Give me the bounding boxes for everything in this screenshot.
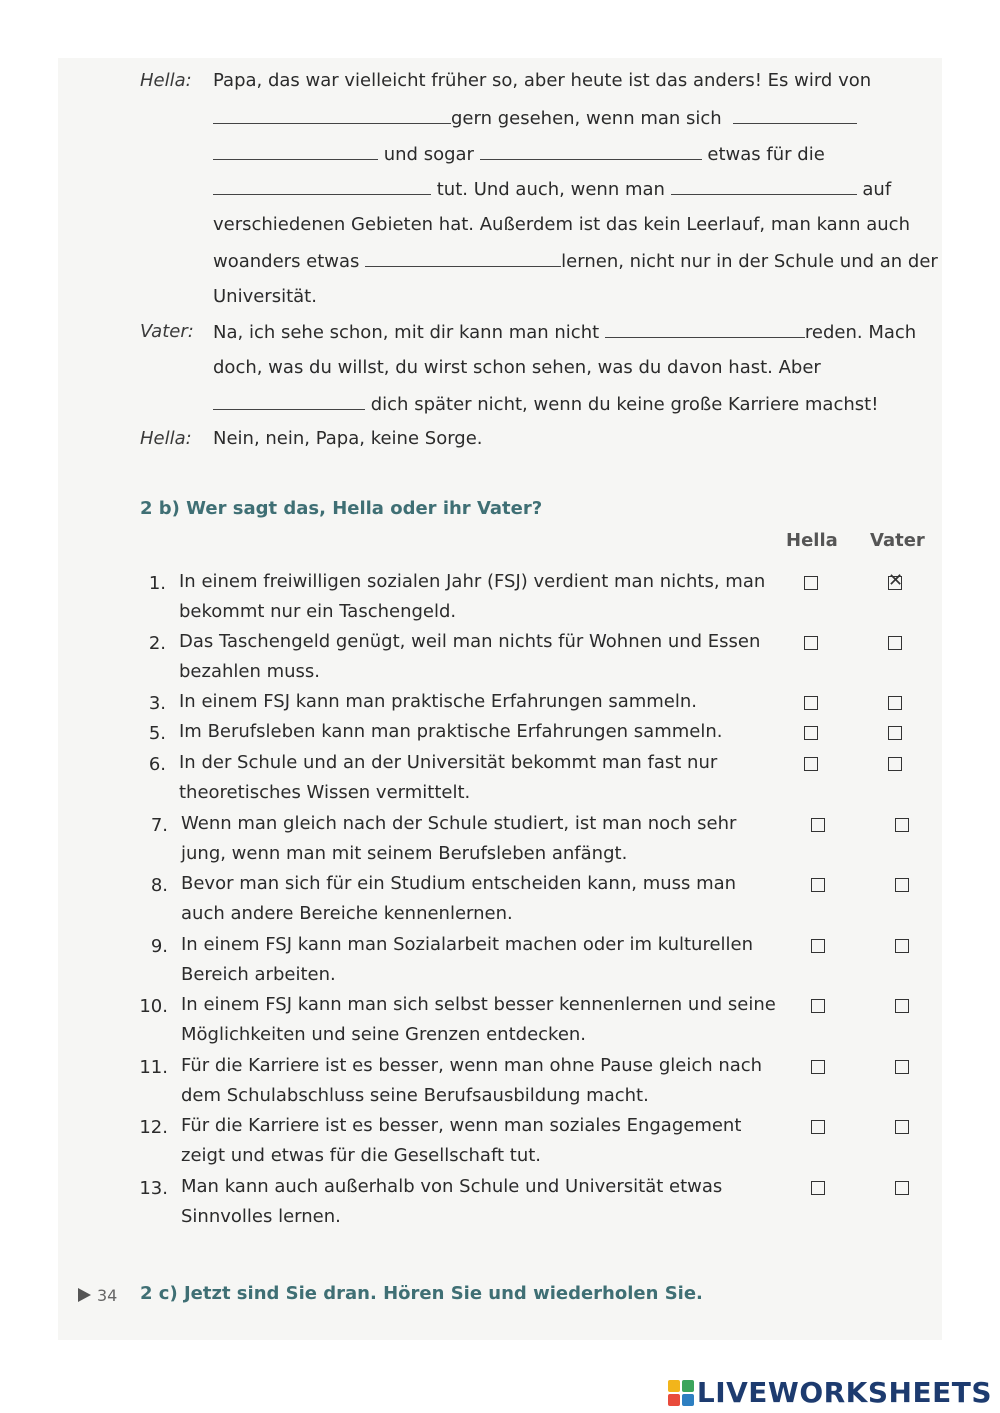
line-text: etwas für die bbox=[707, 144, 825, 165]
statement-number: 5. bbox=[148, 723, 166, 744]
line-text: gern gesehen, wenn man sich bbox=[451, 108, 722, 129]
track-number: 34 bbox=[97, 1286, 118, 1305]
checkbox-vater[interactable] bbox=[895, 1060, 909, 1074]
task-c-track bbox=[78, 1286, 117, 1305]
statement-number: 13. bbox=[139, 1178, 168, 1199]
logo-icon bbox=[668, 1380, 694, 1406]
gap-field[interactable] bbox=[365, 250, 561, 267]
line-text: woanders etwas bbox=[213, 251, 360, 272]
gap-field[interactable] bbox=[733, 107, 857, 124]
dialogue-line bbox=[213, 107, 857, 129]
speaker-vater: Vater: bbox=[140, 321, 194, 342]
statement-number: 7. bbox=[150, 815, 168, 836]
line-text: und sogar bbox=[383, 144, 474, 165]
statement-text: In einem FSJ kann man praktische Erfahrungen sammeln. bbox=[179, 691, 698, 712]
statement-number: 10. bbox=[139, 996, 168, 1017]
checkbox-hella[interactable] bbox=[811, 818, 825, 832]
dialogue-line bbox=[213, 321, 916, 343]
statement-number: 2. bbox=[148, 633, 166, 654]
checkbox-vater[interactable] bbox=[895, 1120, 909, 1134]
dialogue-line bbox=[213, 143, 825, 165]
checkbox-vater[interactable] bbox=[888, 757, 902, 771]
checkbox-hella[interactable] bbox=[804, 757, 818, 771]
checkbox-hella[interactable] bbox=[811, 999, 825, 1013]
checkbox-hella[interactable] bbox=[811, 1060, 825, 1074]
checkbox-hella[interactable] bbox=[811, 939, 825, 953]
statement-text: In einem freiwilligen sozialen Jahr (FSJ) verdient man nichts, man bekommt nur ein Taschengeld. bbox=[179, 571, 766, 622]
liveworksheets-logo bbox=[668, 1376, 992, 1409]
checkbox-vater[interactable] bbox=[895, 818, 909, 832]
checkbox-vater[interactable] bbox=[895, 878, 909, 892]
statement-text: Im Berufsleben kann man praktische Erfahrungen sammeln. bbox=[179, 721, 723, 742]
gap-field[interactable] bbox=[605, 321, 805, 338]
statement-number: 12. bbox=[139, 1117, 168, 1138]
dialogue-line: Universität. bbox=[213, 286, 317, 307]
gap-field[interactable] bbox=[213, 107, 451, 124]
gap-field[interactable] bbox=[480, 143, 702, 160]
column-header-hella: Hella bbox=[786, 530, 838, 551]
checkbox-hella[interactable] bbox=[811, 1120, 825, 1134]
gap-field[interactable] bbox=[213, 178, 431, 195]
statement-number: 9. bbox=[150, 936, 168, 957]
gap-field[interactable] bbox=[213, 143, 378, 160]
play-icon[interactable] bbox=[78, 1288, 91, 1302]
statement-text: Für die Karriere ist es besser, wenn man soziales Engagement zeigt und etwas für die Gesellschaft tut. bbox=[181, 1115, 742, 1166]
line-text: lernen, nicht nur in der Schule und an der bbox=[561, 251, 938, 272]
statement-text: Wenn man gleich nach der Schule studiert, ist man noch sehr jung, wenn man mit seinem Berufsleben anfängt. bbox=[181, 813, 737, 864]
dialogue-line: Papa, das war vielleicht früher so, aber heute ist das anders! Es wird von bbox=[213, 70, 872, 91]
statement-text: In einem FSJ kann man sich selbst besser kennenlernen und seine Möglichkeiten und seine Grenzen entdecken. bbox=[181, 994, 776, 1045]
checkbox-hella[interactable] bbox=[804, 636, 818, 650]
checkbox-vater[interactable] bbox=[895, 1181, 909, 1195]
task-c-heading: 2 c) Jetzt sind Sie dran. Hören Sie und wiederholen Sie. bbox=[140, 1283, 703, 1304]
dialogue-line bbox=[213, 178, 891, 200]
dialogue-line: Nein, nein, Papa, keine Sorge. bbox=[213, 428, 483, 449]
statement-text: Für die Karriere ist es besser, wenn man ohne Pause gleich nach dem Schulabschluss seine Berufsausbildung macht. bbox=[181, 1055, 763, 1106]
checkbox-vater[interactable] bbox=[888, 636, 902, 650]
statement-text: Das Taschengeld genügt, weil man nichts für Wohnen und Essen bezahlen muss. bbox=[179, 631, 761, 682]
dialogue-line: verschiedenen Gebieten hat. Außerdem ist das kein Leerlauf, man kann auch bbox=[213, 214, 910, 235]
checkbox-vater[interactable] bbox=[895, 939, 909, 953]
dialogue-line bbox=[213, 250, 938, 272]
task-b-heading: 2 b) Wer sagt das, Hella oder ihr Vater? bbox=[140, 498, 543, 519]
checkbox-vater[interactable] bbox=[895, 999, 909, 1013]
checkbox-hella[interactable] bbox=[811, 878, 825, 892]
line-text: reden. Mach bbox=[804, 322, 917, 343]
checkbox-vater[interactable] bbox=[888, 576, 902, 590]
brand-name: LIVEWORKSHEETS bbox=[696, 1376, 992, 1409]
line-text: auf bbox=[862, 179, 892, 200]
checkbox-hella[interactable] bbox=[804, 696, 818, 710]
statement-text: Bevor man sich für ein Studium entscheiden kann, muss man auch andere Bereiche kennenlernen. bbox=[181, 873, 737, 924]
line-text: tut. Und auch, wenn man bbox=[436, 179, 665, 200]
statement-text: In einem FSJ kann man Sozialarbeit machen oder im kulturellen Bereich arbeiten. bbox=[181, 934, 754, 985]
column-header-vater: Vater bbox=[870, 530, 925, 551]
statement-number: 11. bbox=[139, 1057, 168, 1078]
statement-number: 3. bbox=[148, 693, 166, 714]
checkbox-hella[interactable] bbox=[804, 726, 818, 740]
checkbox-vater[interactable] bbox=[888, 696, 902, 710]
checkbox-hella[interactable] bbox=[811, 1181, 825, 1195]
gap-field[interactable] bbox=[213, 393, 365, 410]
dialogue-line: doch, was du willst, du wirst schon sehen, was du davon hast. Aber bbox=[213, 357, 821, 378]
line-text: dich später nicht, wenn du keine große Karriere machst! bbox=[370, 394, 879, 415]
statement-number: 1. bbox=[148, 573, 166, 594]
statement-number: 6. bbox=[148, 754, 166, 775]
speaker-hella: Hella: bbox=[140, 428, 192, 449]
statement-text: In der Schule und an der Universität bekommt man fast nur theoretisches Wissen vermittelt. bbox=[179, 752, 718, 803]
line-text: Na, ich sehe schon, mit dir kann man nicht bbox=[213, 322, 600, 343]
statement-number: 8. bbox=[150, 875, 168, 896]
checkbox-hella[interactable] bbox=[804, 576, 818, 590]
speaker-hella: Hella: bbox=[140, 70, 192, 91]
gap-field[interactable] bbox=[671, 178, 857, 195]
statement-text: Man kann auch außerhalb von Schule und Universität etwas Sinnvolles lernen. bbox=[181, 1176, 723, 1227]
checkbox-vater[interactable] bbox=[888, 726, 902, 740]
dialogue-line bbox=[213, 393, 878, 415]
